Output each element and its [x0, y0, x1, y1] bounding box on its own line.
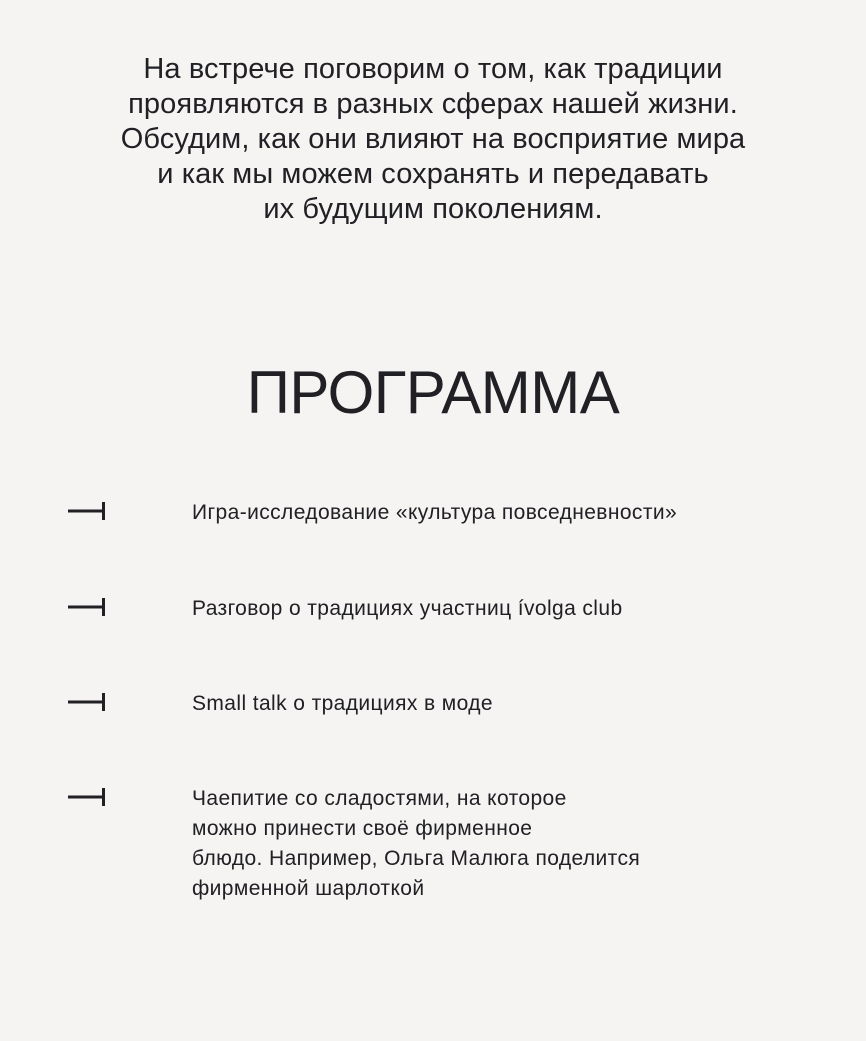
program-item-line: фирменной шарлоткой — [192, 877, 425, 900]
program-item-text — [192, 594, 623, 624]
intro-line: проявляются в разных сферах нашей жизни. — [128, 88, 738, 120]
intro-line: и как мы можем сохранять и передавать — [157, 158, 709, 190]
intro-line: их будущим поколениям. — [263, 193, 603, 225]
program-heading: ПРОГРАММА — [246, 359, 620, 426]
intro-line: На встрече поговорим о том, как традиции — [143, 53, 723, 85]
arrow-right-icon — [68, 692, 108, 712]
program-item-line: Small talk о традициях в моде — [192, 692, 493, 715]
program-item-text — [192, 784, 640, 904]
program-item-line: Игра-исследование «культура повседневности» — [192, 501, 678, 524]
program-item-text — [192, 689, 493, 719]
arrow-right-icon — [68, 501, 108, 521]
program-item-text — [192, 498, 677, 528]
intro-line: Обсудим, как они влияют на восприятие мира — [120, 123, 746, 155]
program-item-line: блюдо. Например, Ольга Малюга поделится — [192, 847, 641, 870]
arrow-right-icon — [68, 597, 108, 617]
intro-paragraph — [40, 52, 826, 227]
arrow-right-icon — [68, 787, 108, 807]
program-item-line: можно принести своё фирменное — [192, 817, 533, 840]
program-item-line: Чаепитие со сладостями, на которое — [192, 787, 567, 810]
program-item-line: Разговор о традициях участниц ívolga club — [192, 597, 623, 620]
